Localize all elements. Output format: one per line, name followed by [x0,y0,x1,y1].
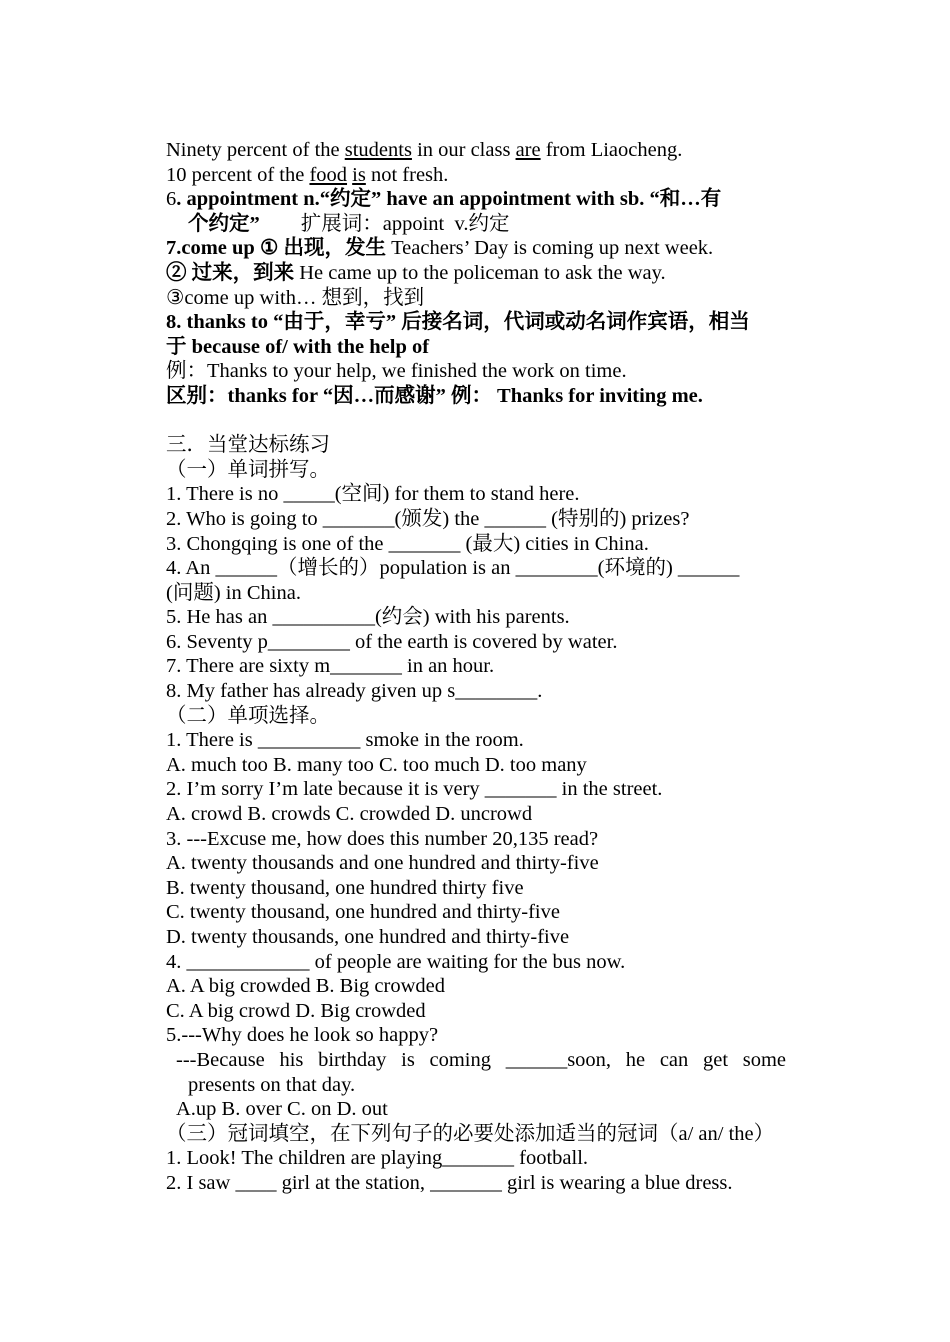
note-line-1 [166,138,786,163]
question-3-option-b: B. twenty thousand, one hundred thirty five [166,876,524,899]
note-line-3 [166,187,786,212]
list-item: 2. I saw ____ girl at the station, _______ girl is wearing a blue dress. [166,1171,733,1194]
document-page [166,138,786,1196]
list-item: (问题) in China. [166,581,301,604]
question-4-options-cd: C. A big crowd D. Big crowded [166,999,426,1022]
list-item: 2. Who is going to _______(颁发) the ______ (特别的) prizes? [166,507,690,530]
text: not fresh. [365,163,449,186]
list-item: 4. An ______（增长的）population is an ________(环境的) ______ [166,557,740,580]
bold-text: 个约定” [188,212,260,235]
underlined-word: is [352,163,366,186]
note-line-7: ③come up with… 想到，找到 [166,286,425,309]
text: Ninety percent of the [166,139,345,161]
bold-text: . appointment n.“约定” have an appointment with sb. “和…有 [176,188,722,211]
question-3-option-d: D. twenty thousands, one hundred and thirty-five [166,926,570,948]
list-item: 1. There is no _____(空间) for them to stand here. [166,483,580,506]
underlined-word: are [515,139,541,161]
question-1: 1. There is __________ smoke in the room. [166,729,524,752]
list-item: 5. He has an __________(约会) with his parents. [166,606,570,629]
underlined-word: food [309,163,348,186]
bold-text: ② 过来，到来 [166,261,295,284]
text: from Liaocheng. [540,139,683,161]
text: 扩展词：appoint v.约定 [259,212,510,235]
note-line-9: 于 because of/ with the help of [166,335,430,358]
text: 6 [166,188,177,211]
question-3-option-a: A. twenty thousands and one hundred and thirty-five [166,852,599,875]
note-line-11: 区别：thanks for “因…而感谢” 例： Thanks for inviting me. [166,384,703,407]
question-5: 5.---Why does he look so happy? [166,1024,439,1047]
underlined-word: students [344,139,412,161]
list-item: 1. Look! The children are playing_______ football. [166,1147,589,1170]
list-item: 7. There are sixty m_______ in an hour. [166,655,495,678]
note-line-2 [166,163,786,188]
question-5-options: A.up B. over C. on D. out [176,1098,388,1121]
question-4-options-ab: A. A big crowded B. Big crowded [166,975,445,998]
question-5-answer: ---Because his birthday is coming ______soon, he can get some [176,1048,786,1071]
note-line-8: 8. thanks to “由于，幸亏” 后接名词，代词或动名词作宾语，相当 [166,311,750,334]
note-line-10: 例：Thanks to your help, we finished the work on time. [166,360,627,383]
note-line-6 [166,261,786,286]
exercise-heading: 三．当堂达标练习 [166,434,330,457]
question-1-options: A. much too B. many too C. too much D. too many [166,753,587,776]
spacer [166,409,786,434]
bold-text: 7.come up ① 出现，发生 [166,237,386,260]
text: in our class [411,139,516,161]
list-item: 6. Seventy p________ of the earth is covered by water. [166,630,618,653]
question-2-options: A. crowd B. crowds C. crowded D. uncrowd [166,803,533,826]
note-line-5 [166,236,786,261]
part3-title: （三）冠词填空，在下列句子的必要处添加适当的冠词（a/ an/ the） [166,1122,775,1145]
question-5-answer-cont: presents on that day. [188,1073,356,1096]
question-4: 4. ____________ of people are waiting for the bus now. [166,950,626,973]
list-item: 8. My father has already given up s________. [166,680,543,703]
text: He came up to the policeman to ask the way. [294,261,666,284]
text: Teachers’ Day is coming up next week. [385,237,714,260]
question-3-option-c: C. twenty thousand, one hundred and thirty-five [166,901,560,924]
question-3: 3. ---Excuse me, how does this number 20,135 read? [166,827,599,850]
part1-title: （一）单词拼写。 [166,458,330,481]
text: 10 percent of the [166,163,310,186]
question-2: 2. I’m sorry I’m late because it is very _______ in the street. [166,778,663,801]
list-item: 3. Chongqing is one of the _______ (最大) cities in China. [166,532,649,555]
note-line-4 [166,212,786,237]
part2-title: （二）单项选择。 [166,704,330,727]
